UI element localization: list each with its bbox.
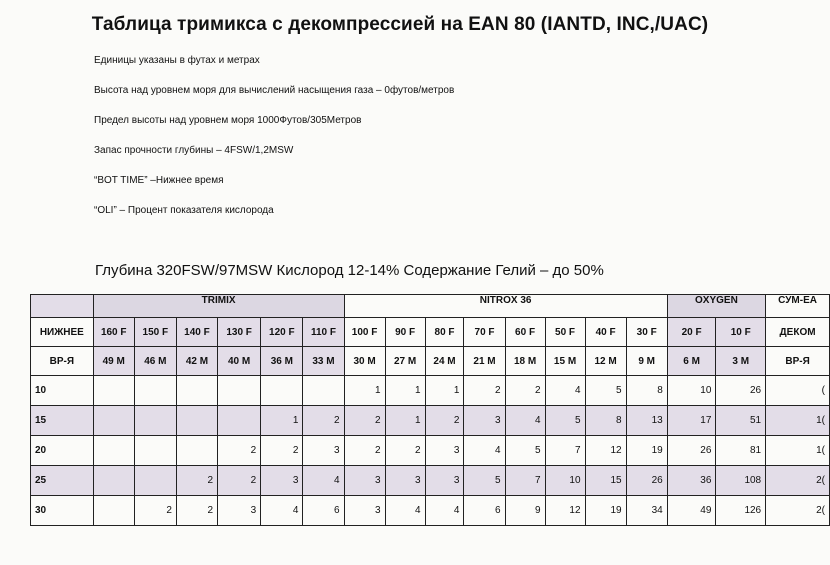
total-cell: ( (766, 376, 830, 406)
stop-cell: 19 (585, 496, 626, 526)
stop-cell: 3 (464, 406, 505, 436)
depth-feet: 140 F (176, 318, 217, 347)
total-cell: 2( (766, 496, 830, 526)
stop-cell: 49 (667, 496, 716, 526)
depth-feet: 90 F (385, 318, 425, 347)
depth-meters: 36 M (261, 347, 303, 376)
page-title: Таблица тримикса с декомпрессией на EAN 80 (IANTD, INC,/UAC) (91, 14, 709, 35)
depth-meters: 46 M (134, 347, 176, 376)
stop-cell: 26 (716, 376, 766, 406)
depth-meters: 21 M (464, 347, 505, 376)
stop-cell: 2 (464, 376, 505, 406)
bottom-time-cell: 15 (31, 406, 94, 436)
stop-cell (134, 376, 176, 406)
note-bot-time: “BOT TIME” –Нижнее время (94, 175, 224, 186)
stop-cell (218, 376, 261, 406)
stop-cell: 17 (667, 406, 716, 436)
depth-meters: 9 M (626, 347, 667, 376)
stop-cell: 4 (303, 466, 344, 496)
stop-cell (93, 406, 134, 436)
depth-feet: 130 F (218, 318, 261, 347)
depth-meters: 3 M (716, 347, 766, 376)
stop-cell: 2 (134, 496, 176, 526)
stop-cell (93, 436, 134, 466)
stop-cell: 9 (505, 496, 545, 526)
deco-table (30, 294, 830, 526)
table-row (31, 436, 830, 466)
group-total: СУМ-ЕА (766, 295, 830, 318)
note-oli: “OLI” – Процент показателя кислорода (94, 205, 274, 216)
stop-cell: 4 (545, 376, 585, 406)
stop-cell: 8 (626, 376, 667, 406)
total-header-bottom: ВР-Я (766, 347, 830, 376)
stop-cell: 7 (545, 436, 585, 466)
stop-cell: 15 (585, 466, 626, 496)
depth-meters: 12 M (585, 347, 626, 376)
stop-cell: 1 (385, 406, 425, 436)
depth-meters: 27 M (385, 347, 425, 376)
stop-cell: 1 (344, 376, 385, 406)
row-label-header-top: НИЖНЕЕ (31, 318, 94, 347)
stop-cell: 126 (716, 496, 766, 526)
stop-cell: 10 (667, 376, 716, 406)
stop-cell (93, 466, 134, 496)
depth-meters: 30 M (344, 347, 385, 376)
stop-cell (303, 376, 344, 406)
table-subtitle: Глубина 320FSW/97MSW Кислород 12-14% Содержание Гелий – до 50% (95, 262, 604, 279)
stop-cell: 7 (505, 466, 545, 496)
stop-cell (218, 406, 261, 436)
depth-feet: 60 F (505, 318, 545, 347)
stop-cell: 2 (218, 436, 261, 466)
note-units: Единицы указаны в футах и метрах (94, 55, 260, 66)
depth-meters: 49 M (93, 347, 134, 376)
deco-table-sheet (30, 294, 825, 565)
group-oxygen: OXYGEN (667, 295, 765, 318)
stop-cell: 2 (218, 466, 261, 496)
note-altitude-limit: Предел высоты над уровнем моря 1000Футов/305Метров (94, 115, 362, 126)
stop-cell: 4 (425, 496, 464, 526)
stop-cell: 3 (344, 496, 385, 526)
stop-cell: 36 (667, 466, 716, 496)
stop-cell: 10 (545, 466, 585, 496)
stop-cell: 1 (261, 406, 303, 436)
stop-cell: 3 (261, 466, 303, 496)
stop-cell: 3 (218, 496, 261, 526)
stop-cell: 4 (385, 496, 425, 526)
stop-cell: 81 (716, 436, 766, 466)
stop-cell: 4 (261, 496, 303, 526)
stop-cell (93, 376, 134, 406)
depth-meters: 18 M (505, 347, 545, 376)
stop-cell: 3 (425, 466, 464, 496)
stop-cell: 2 (176, 466, 217, 496)
stop-cell: 108 (716, 466, 766, 496)
stop-cell: 2 (385, 436, 425, 466)
group-trimix: TRIMIX (93, 295, 344, 318)
depth-meters: 40 M (218, 347, 261, 376)
stop-cell: 19 (626, 436, 667, 466)
feet-header-row (31, 318, 830, 347)
depth-feet: 20 F (667, 318, 716, 347)
depth-feet: 160 F (93, 318, 134, 347)
stop-cell: 1 (385, 376, 425, 406)
depth-feet: 70 F (464, 318, 505, 347)
stop-cell: 1 (425, 376, 464, 406)
depth-feet: 120 F (261, 318, 303, 347)
stop-cell: 4 (464, 436, 505, 466)
note-safety-margin: Запас прочности глубины – 4FSW/1,2MSW (94, 145, 294, 156)
stop-cell: 2 (425, 406, 464, 436)
meters-header-row (31, 347, 830, 376)
note-altitude: Высота над уровнем моря для вычислений насыщения газа – 0футов/метров (94, 85, 455, 96)
total-cell: 1( (766, 406, 830, 436)
total-cell: 2( (766, 466, 830, 496)
stop-cell: 26 (667, 436, 716, 466)
stop-cell: 2 (344, 406, 385, 436)
row-label-header-bottom: ВР-Я (31, 347, 94, 376)
group-nitrox: NITROX 36 (344, 295, 667, 318)
stop-cell: 5 (505, 436, 545, 466)
stop-cell: 2 (176, 496, 217, 526)
depth-meters: 24 M (425, 347, 464, 376)
depth-feet: 10 F (716, 318, 766, 347)
stop-cell: 3 (385, 466, 425, 496)
bottom-time-cell: 25 (31, 466, 94, 496)
table-row (31, 376, 830, 406)
stop-cell: 5 (464, 466, 505, 496)
stop-cell: 3 (303, 436, 344, 466)
corner-cell (31, 295, 94, 318)
depth-feet: 110 F (303, 318, 344, 347)
stop-cell: 4 (505, 406, 545, 436)
stop-cell: 12 (545, 496, 585, 526)
depth-feet: 40 F (585, 318, 626, 347)
stop-cell: 13 (626, 406, 667, 436)
stop-cell (134, 466, 176, 496)
table-row (31, 496, 830, 526)
stop-cell: 8 (585, 406, 626, 436)
bottom-time-cell: 20 (31, 436, 94, 466)
stop-cell (134, 436, 176, 466)
stop-cell: 6 (303, 496, 344, 526)
stop-cell (261, 376, 303, 406)
stop-cell: 12 (585, 436, 626, 466)
table-row (31, 406, 830, 436)
table-row (31, 466, 830, 496)
bottom-time-cell: 10 (31, 376, 94, 406)
depth-feet: 50 F (545, 318, 585, 347)
stop-cell: 6 (464, 496, 505, 526)
stop-cell: 2 (261, 436, 303, 466)
depth-meters: 42 M (176, 347, 217, 376)
stop-cell: 5 (545, 406, 585, 436)
depth-feet: 100 F (344, 318, 385, 347)
stop-cell (134, 406, 176, 436)
depth-feet: 30 F (626, 318, 667, 347)
stop-cell: 26 (626, 466, 667, 496)
total-cell: 1( (766, 436, 830, 466)
depth-meters: 15 M (545, 347, 585, 376)
group-header-row (31, 295, 830, 318)
stop-cell (176, 376, 217, 406)
stop-cell (176, 436, 217, 466)
stop-cell: 2 (505, 376, 545, 406)
stop-cell: 51 (716, 406, 766, 436)
bottom-time-cell: 30 (31, 496, 94, 526)
stop-cell: 5 (585, 376, 626, 406)
stop-cell: 3 (425, 436, 464, 466)
stop-cell: 34 (626, 496, 667, 526)
depth-meters: 33 M (303, 347, 344, 376)
stop-cell: 3 (344, 466, 385, 496)
depth-meters: 6 M (667, 347, 716, 376)
stop-cell: 2 (344, 436, 385, 466)
depth-feet: 80 F (425, 318, 464, 347)
stop-cell (93, 496, 134, 526)
stop-cell: 2 (303, 406, 344, 436)
stop-cell (176, 406, 217, 436)
total-header-top: ДЕКОМ (766, 318, 830, 347)
depth-feet: 150 F (134, 318, 176, 347)
